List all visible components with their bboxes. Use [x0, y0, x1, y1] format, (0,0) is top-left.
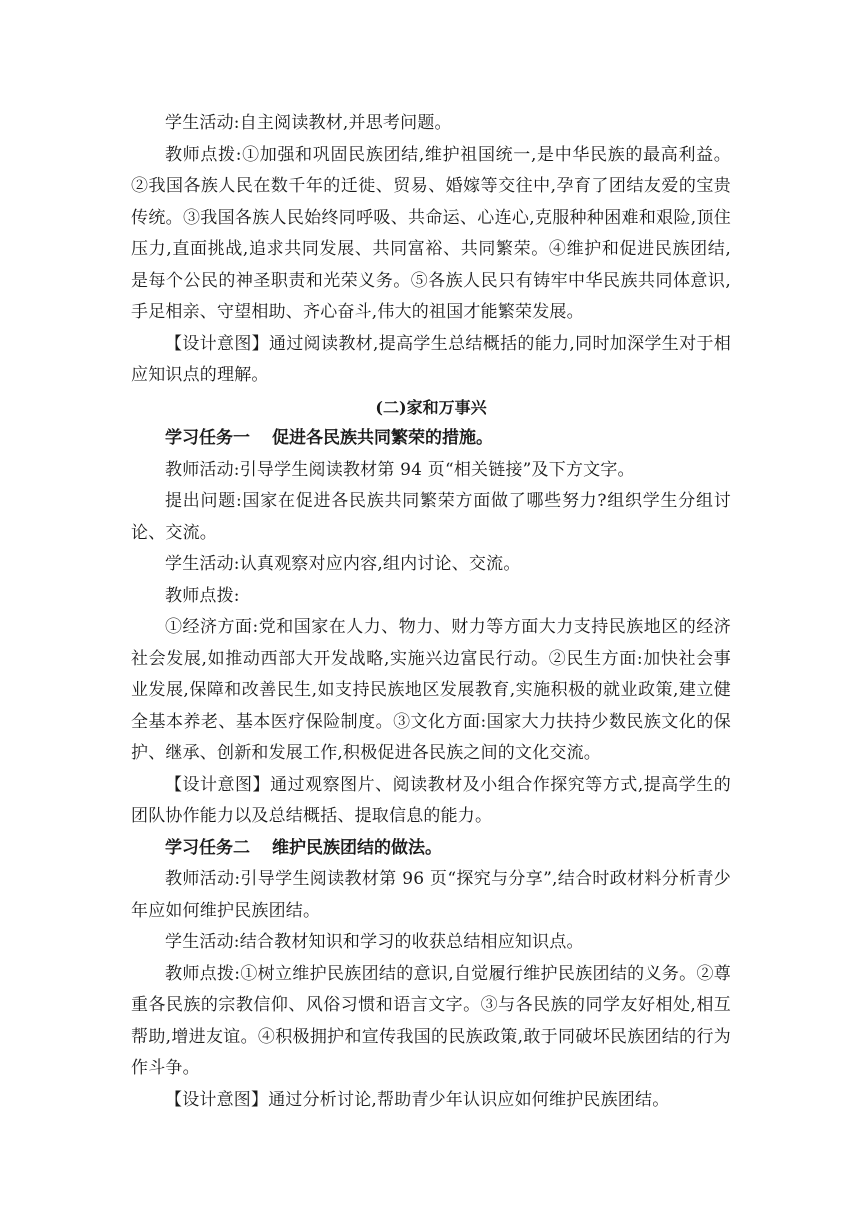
- paragraph-design-intent-1: 【设计意图】通过阅读教材,提高学生总结概括的能力,同时加深学生对于相应知识点的理解。: [131, 333, 731, 385]
- paragraph-teacher-guidance-label: 教师点拨:: [165, 585, 240, 606]
- task-heading-1: [131, 423, 731, 455]
- paragraph-design-intent-3: 【设计意图】通过分析讨论,帮助青少年认识应如何维护民族团结。: [165, 1089, 670, 1110]
- paragraph-student-activity-3: 学生活动:结合教材知识和学习的收获总结相应知识点。: [165, 932, 584, 952]
- paragraph-student-activity-1: 学生活动:自主阅读教材,并思考问题。: [165, 113, 452, 133]
- paragraph-teacher-guidance-3: 教师点拨:①树立维护民族团结的意识,自觉履行维护民族团结的义务。②尊重各民族的宗教信仰、风俗习惯和语言文字。③与各民族的同学友好相处,相互帮助,增进友谊。④积极拥护和宣传我国的民族政策,敢于同破坏民族团结的行为作斗争。: [131, 963, 731, 1078]
- task-label: 学习任务一: [165, 428, 250, 448]
- paragraph-question: 提出问题:国家在促进各民族共同繁荣方面做了哪些努力?组织学生分组讨论、交流。: [131, 491, 731, 543]
- paragraph-teacher-guidance-1: 教师点拨:①加强和巩固民族团结,维护祖国统一,是中华民族的最高利益。②我国各族人民在数千年的迁徙、贸易、婚嫁等交往中,孕育了团结友爱的宝贵传统。③我国各族人民始终同呼吸、共命运、心连心,克服种种困难和艰险,顶住压力,直面挑战,追求共同发展、共同富裕、共同繁荣。④维护和促进民族团结,是每个公民的神圣职责和光荣义务。⑤各族人民只有铸牢中华民族共同体意识,手足相亲、守望相助、齐心奋斗,伟大的祖国才能繁荣发展。: [131, 144, 731, 322]
- paragraph-teacher-activity-1: 教师活动:引导学生阅读教材第 94 页“相关链接”及下方文字。: [165, 459, 635, 480]
- task-title: 维护民族团结的做法。: [272, 837, 442, 858]
- task-label: 学习任务二: [165, 837, 250, 858]
- document-page: [131, 108, 731, 1116]
- paragraph-teacher-activity-2: 教师活动:引导学生阅读教材第 96 页“探究与分享”,结合时政材料分析青少年应如何维护民族团结。: [131, 869, 731, 921]
- task-title: 促进各民族共同繁荣的措施。: [272, 428, 493, 448]
- task-heading-2: [131, 833, 731, 865]
- section-heading: (二)家和万事兴: [375, 397, 487, 417]
- paragraph-teacher-guidance-2: ①经济方面:党和国家在人力、物力、财力等方面大力支持民族地区的经济社会发展,如推动西部大开发战略,实施兴边富民行动。②民生方面:加快社会事业发展,保障和改善民生,如支持民族地区发展教育,实施积极的就业政策,建立健全基本养老、基本医疗保险制度。③文化方面:国家大力扶持少数民族文化的保护、继承、创新和发展工作,积极促进各民族之间的文化交流。: [131, 617, 731, 763]
- paragraph-student-activity-2: 学生活动:认真观察对应内容,组内讨论、交流。: [165, 554, 521, 574]
- paragraph-design-intent-2: 【设计意图】通过观察图片、阅读教材及小组合作探究等方式,提高学生的团队协作能力以及总结概括、提取信息的能力。: [131, 774, 731, 826]
